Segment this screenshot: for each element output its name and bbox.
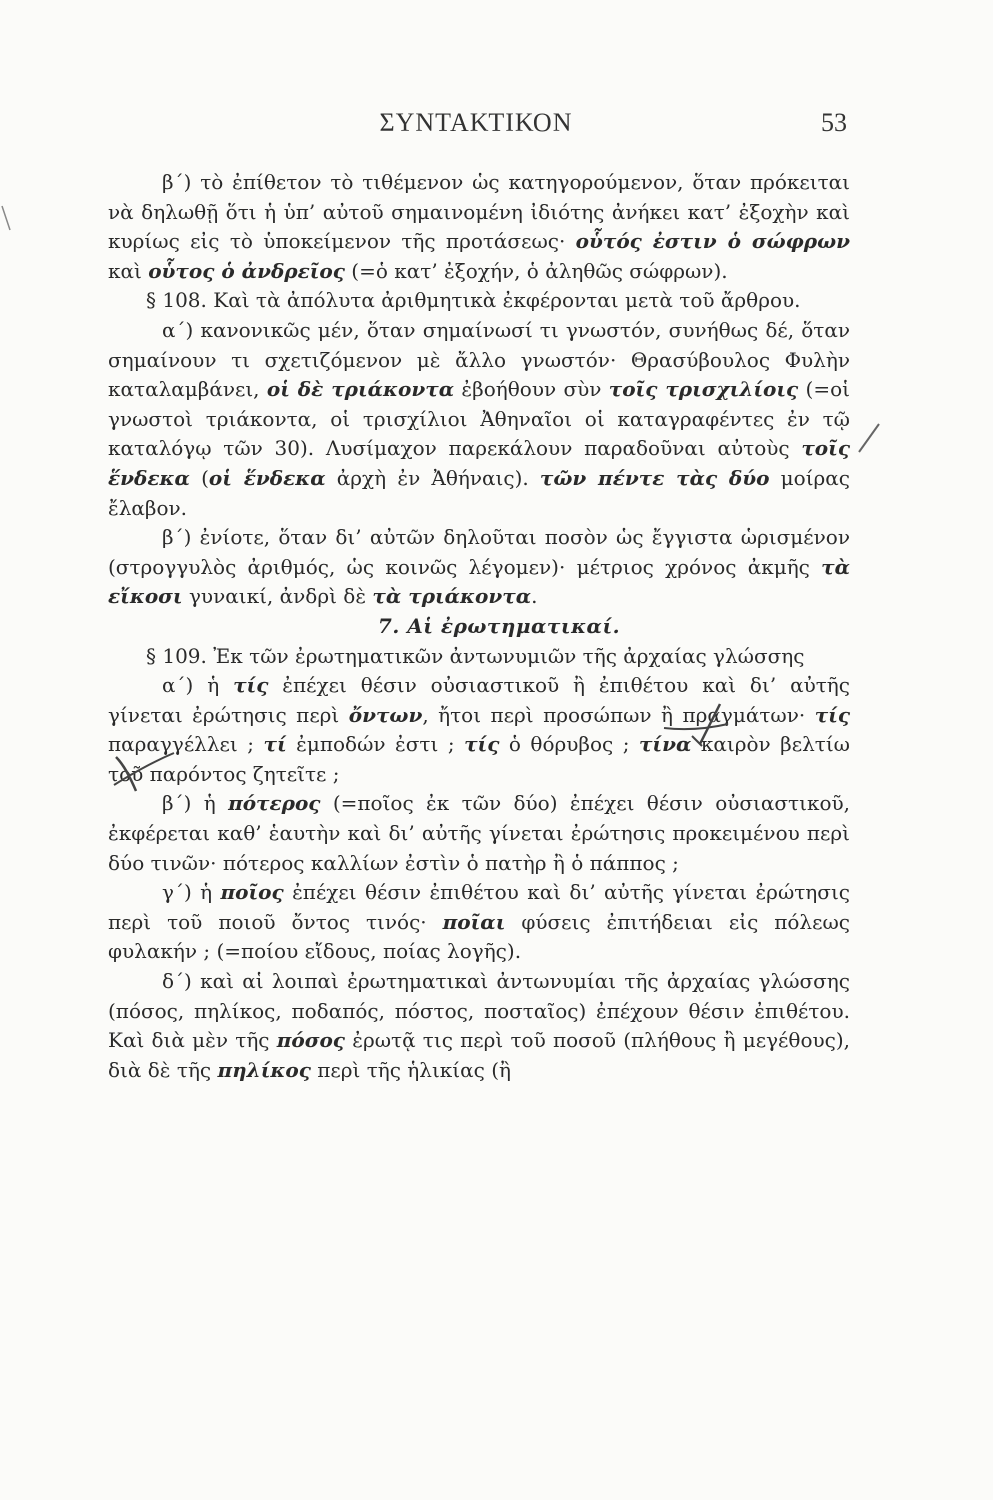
text-run: α΄) κανονικῶς μέν, ὅταν σημαίνωσί τι γνωστόν, συνήθως δέ, ὅταν σημαίνουν τι σχετιζόμενον μὲ ἄλλο γνωστόν· Θρασύβουλος Φυλὴν καταλαμβάνει, <box>108 317 850 402</box>
emphasized-text: τί <box>263 732 287 757</box>
text-run: α΄) ἡ <box>162 673 234 698</box>
body-text <box>108 168 850 1085</box>
text-run: μοίρας ἔλαβον. <box>108 465 850 520</box>
text-run: γυναικί, ἀνδρὶ δὲ <box>182 584 373 609</box>
text-run: παραγγέλλει ; <box>108 732 264 757</box>
text-run: § 108. Καὶ τὰ ἀπόλυτα ἀριθμητικὰ ἐκφέρονται μετὰ τοῦ ἄρθρου. <box>146 288 801 313</box>
emphasized-text: τοῖς τρισχιλίοις <box>608 377 799 402</box>
emphasized-text: πότερος <box>228 791 321 816</box>
text-run: 7. Αἱ ἐρωτηματικαί. <box>377 613 621 638</box>
text-run: § 109. Ἐκ τῶν ἐρωτηματικῶν ἀντωνυμιῶν τῆς ἀρχαίας γλώσσης <box>146 643 805 668</box>
emphasized-text: οὗτος ὁ ἀνδρεῖος <box>148 258 345 283</box>
paragraph <box>108 168 850 286</box>
paragraph <box>108 671 850 789</box>
text-run: ἐρωτᾷ τις περὶ τοῦ ποσοῦ (πλήθους ἢ μεγέθους), διὰ δὲ τῆς <box>108 1028 850 1082</box>
pencil-cross-mark <box>110 735 180 795</box>
text-run: περὶ τῆς ἡλικίας (ἢ <box>310 1057 511 1082</box>
text-run: φύσεις ἐπιτήδειαι εἰς πόλεως φυλακήν ; (=ποίου εἴδους, ποίας λογῆς). <box>108 909 850 964</box>
text-run: β΄) ἡ <box>162 791 229 816</box>
text-run: (=ποῖος ἐκ τῶν δύο) ἐπέχει θέσιν οὐσιαστικοῦ, ἐκφέρεται καθ’ ἑαυτὴν καὶ δι’ αὐτῆς γίνεται ἐρώτησις προκειμένου περὶ δύο τινῶν· πότερος καλλίων ἐστὶν ὁ πατὴρ ἢ ὁ πάππος ; <box>108 791 851 875</box>
emphasized-text: οὗτός ἐστιν ὁ σώφρων <box>575 229 850 254</box>
page-header <box>105 108 847 148</box>
emphasized-text: τίς <box>814 702 850 727</box>
text-run: ἐπέχει θέσιν ἐπιθέτου καὶ δι’ αὐτῆς γίνεται ἐρώτησις περὶ τοῦ ποιοῦ ὄντος τινός· <box>108 880 850 934</box>
text-run: ὁ θόρυβος ; <box>499 732 639 757</box>
emphasized-text: ὄντων <box>348 702 423 727</box>
paragraph <box>108 789 850 878</box>
pencil-tick-mark <box>662 700 732 750</box>
text-run: ἀρχὴ ἐν Ἀθήναις). <box>325 465 540 490</box>
page-number: 53 <box>821 108 847 137</box>
text-run: ἐμποδών ἐστι ; <box>286 732 465 757</box>
paragraph <box>108 878 850 967</box>
emphasized-text: πόσος <box>276 1028 345 1053</box>
emphasized-text: οἱ ἕνδεκα <box>208 465 326 490</box>
text-run: ἐβοήθουν σὺν <box>454 377 609 402</box>
emphasized-text: τίς <box>464 732 500 757</box>
emphasized-text: τῶν πέντε τὰς δύο <box>539 465 770 490</box>
text-run: ( <box>189 465 209 490</box>
text-run: β΄) ἐνίοτε, ὅταν δι’ αὐτῶν δηλοῦται ποσὸν ὡς ἔγγιστα ὡρισμένον (στρογγυλὸς ἀριθμός, ὡς κοινῶς λέγομεν)· μέτριος χρόνος ἀκμῆς <box>108 525 850 579</box>
text-run: , ἤτοι περὶ προσώπων ἢ πραγμάτων· <box>422 702 815 727</box>
text-run: καὶ <box>108 258 149 283</box>
emphasized-text: τίνα <box>638 732 692 757</box>
page-edge-mark <box>0 200 14 240</box>
section-paragraph <box>108 642 850 672</box>
text-run: β΄) τὸ ἐπίθετον τὸ τιθέμενον ὡς κατηγορούμενον, ὅταν πρόκειται νὰ δηλωθῇ ὅτι ἡ ὑπ’ αὐτοῦ σημαινομένη ἰδιότης ἀνήκει κατ’ ἐξοχὴν καὶ κυρίως εἰς τὸ ὑποκείμενον τῆς προτάσεως· <box>108 170 850 254</box>
running-title: ΣΥΝΤΑΚΤΙΚΟΝ <box>379 108 573 137</box>
emphasized-text: πηλίκος <box>217 1057 311 1082</box>
text-run: (=οἱ γνωστοὶ τριάκοντα, οἱ τρισχίλιοι Ἀθηναῖοι οἱ καταγραφέντες ἐν τῷ καταλόγῳ τῶν 30). Λυσίμαχον παρεκάλουν παραδοῦναι αὐτοὺς <box>108 377 850 461</box>
emphasized-text: τοῖς ἕνδεκα <box>108 436 850 490</box>
text-run: δ΄) καὶ αἱ λοιπαὶ ἐρωτηματικαὶ ἀντωνυμίαι τῆς ἀρχαίας γλώσσης (πόσος, πηλίκος, ποδαπός, πόστος, ποσταῖος) ἐπέχουν θέσιν ἐπιθέτου. Καὶ διὰ μὲν τῆς <box>108 969 850 1053</box>
emphasized-text: ποῖαι <box>442 909 506 934</box>
pencil-margin-mark <box>855 418 885 458</box>
section-paragraph <box>108 286 850 316</box>
emphasized-text: οἱ δὲ τριάκοντα <box>266 377 455 402</box>
text-run: καιρὸν βελτίω τοῦ παρόντος ζητεῖτε ; <box>108 732 850 786</box>
paragraph <box>108 967 850 1085</box>
paragraph <box>108 523 850 612</box>
text-run: (=ὁ κατ’ ἐξοχήν, ὁ ἀληθῶς σώφρων). <box>344 258 728 283</box>
emphasized-text: τίς <box>233 673 269 698</box>
text-run: γ΄) ἡ <box>162 880 221 905</box>
section-heading <box>148 612 850 642</box>
text-run: ἐπέχει θέσιν οὐσιαστικοῦ ἢ ἐπιθέτου καὶ δι’ αὐτῆς γίνεται ἐρώτησις περὶ <box>108 673 850 727</box>
paragraph <box>108 316 850 523</box>
emphasized-text: τὰ εἴκοσι <box>108 554 850 609</box>
emphasized-text: ποῖος <box>220 880 284 905</box>
text-run: . <box>531 584 538 609</box>
emphasized-text: τὰ τριάκοντα <box>372 584 532 609</box>
